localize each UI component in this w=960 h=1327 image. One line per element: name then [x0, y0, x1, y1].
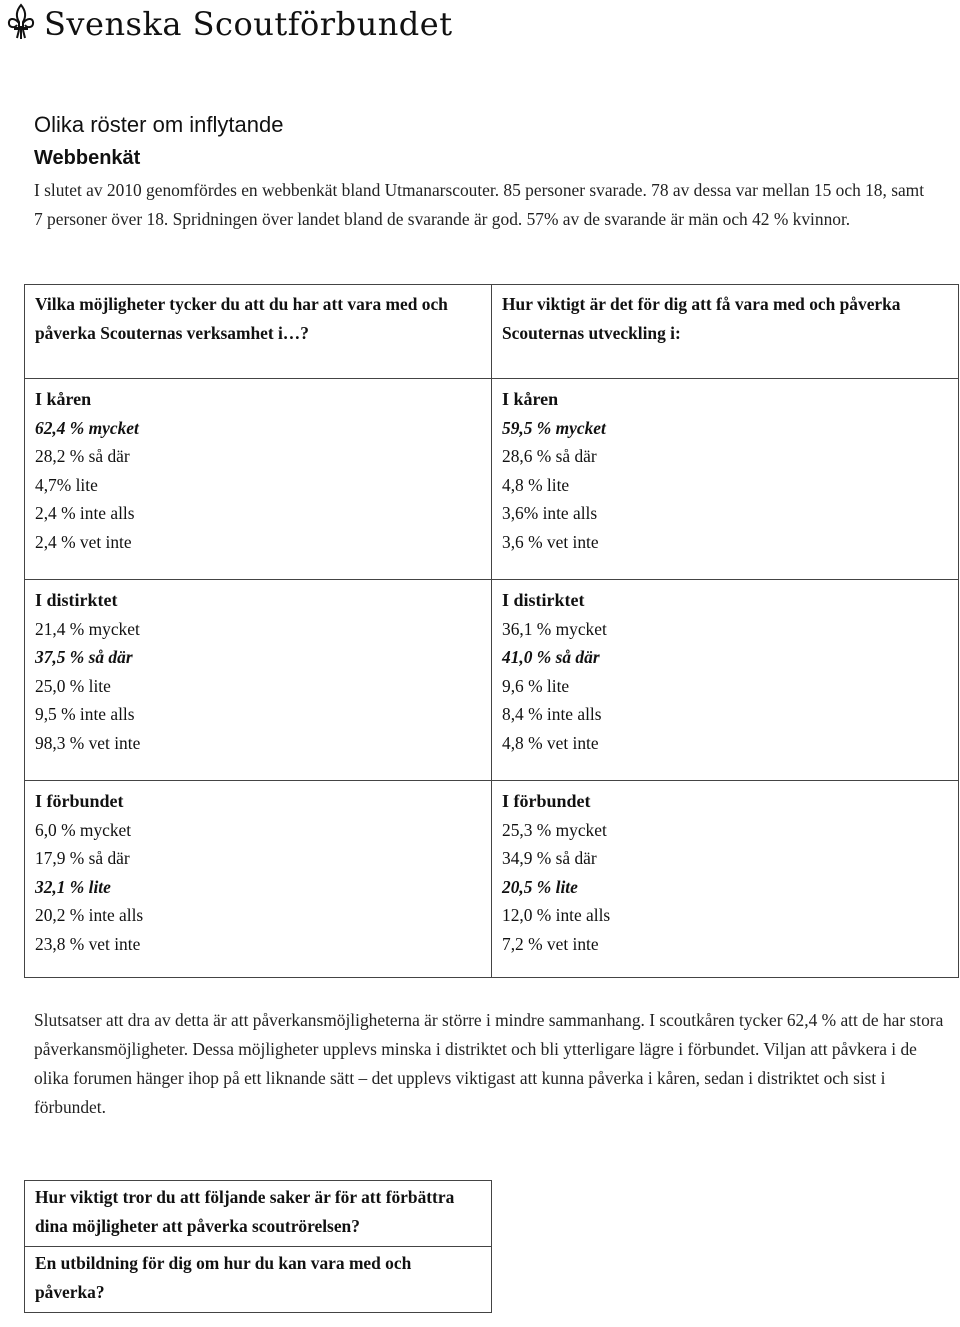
group-label: I kåren	[502, 389, 559, 409]
result-line: 4,7% lite	[35, 474, 98, 495]
conclusion-paragraph: Slutsatser att dra av detta är att påverkansmöjligheterna är större i mindre sammanhang. I scoutkåren tycker 62,4 % att de har stora påverkansmöjligheter. Dessa möjligheter upplevs minska i distriktet och bli ytterligare lägre i förbundet. Viljan att påvkera i de olika forumen hänger ihop på ett liknande sätt – det upplevs viktigast att kunna påverka i kåren, sedan i distriktet och sist i förbundet.	[34, 1010, 944, 1117]
group-label: I distirktet	[502, 590, 585, 610]
result-line: 28,6 % så där	[502, 446, 597, 467]
result-line: 20,5 % lite	[502, 876, 578, 897]
page-header	[6, 4, 453, 44]
survey-results-table	[24, 284, 959, 978]
group-label: I distirktet	[35, 590, 118, 610]
result-line: 4,8 % vet inte	[502, 732, 599, 753]
result-line: 23,8 % vet inte	[35, 933, 141, 954]
result-line: 25,3 % mycket	[502, 819, 607, 840]
result-line: 25,0 % lite	[35, 675, 111, 696]
result-line: 8,4 % inte alls	[502, 704, 602, 725]
question-left: Vilka möjligheter tycker du att du har att vara med och påverka Scouternas verksamhet i…?	[25, 285, 492, 379]
result-line: 7,2 % vet inte	[502, 933, 599, 954]
page-title: Olika röster om inflytande	[34, 112, 284, 137]
group-label: I förbundet	[502, 791, 591, 811]
result-line: 6,0 % mycket	[35, 819, 132, 840]
group-row-karen	[25, 379, 959, 580]
group-cell	[492, 580, 959, 781]
result-line: 21,4 % mycket	[35, 618, 140, 639]
result-line: 17,9 % så där	[35, 848, 130, 869]
result-line: 36,1 % mycket	[502, 618, 607, 639]
result-line: 3,6% inte alls	[502, 503, 598, 524]
result-line: 28,2 % så där	[35, 446, 130, 467]
group-cell	[25, 379, 492, 580]
result-line: 2,4 % inte alls	[35, 503, 135, 524]
result-line: 12,0 % inte alls	[502, 905, 611, 926]
question-cell: Hur viktigt tror du att följande saker är för att förbättra dina möjligheter att påverka scoutrörelsen?	[25, 1181, 492, 1247]
item-cell: En utbildning för dig om hur du kan vara med och påverka?	[25, 1247, 492, 1313]
result-line: 9,6 % lite	[502, 675, 570, 696]
result-line: 4,8 % lite	[502, 474, 570, 495]
section-title: Webbenkät	[34, 147, 141, 169]
group-row-distriktet	[25, 580, 959, 781]
fleur-de-lis-icon	[6, 3, 36, 46]
result-line: 2,4 % vet inte	[35, 531, 132, 552]
result-line: 37,5 % så där	[35, 647, 133, 668]
question-row	[25, 285, 959, 379]
result-line: 32,1 % lite	[35, 876, 111, 897]
question-table	[24, 1180, 492, 1313]
intro-paragraph: I slutet av 2010 genomfördes en webbenkät bland Utmanarscouter. 85 personer svarade. 78 av dessa var mellan 15 och 18, samt 7 personer över 18. Spridningen över landet bland de svarande är god. 57% av de svarande är män och 42 % kvinnor.	[34, 180, 925, 229]
group-row-forbundet	[25, 781, 959, 978]
group-label: I kåren	[35, 389, 92, 409]
group-cell	[492, 781, 959, 978]
brand-name: Svenska Scoutförbundet	[44, 5, 453, 43]
group-cell	[25, 781, 492, 978]
group-label: I förbundet	[35, 791, 124, 811]
result-line: 34,9 % så där	[502, 848, 597, 869]
result-line: 3,6 % vet inte	[502, 531, 599, 552]
group-cell	[25, 580, 492, 781]
result-line: 98,3 % vet inte	[35, 732, 141, 753]
result-line: 9,5 % inte alls	[35, 704, 135, 725]
result-line: 20,2 % inte alls	[35, 905, 144, 926]
group-cell	[492, 379, 959, 580]
result-line: 41,0 % så där	[502, 647, 600, 668]
result-line: 59,5 % mycket	[502, 417, 606, 438]
question-right: Hur viktigt är det för dig att få vara med och påverka Scouternas utveckling i:	[492, 285, 959, 379]
result-line: 62,4 % mycket	[35, 417, 139, 438]
